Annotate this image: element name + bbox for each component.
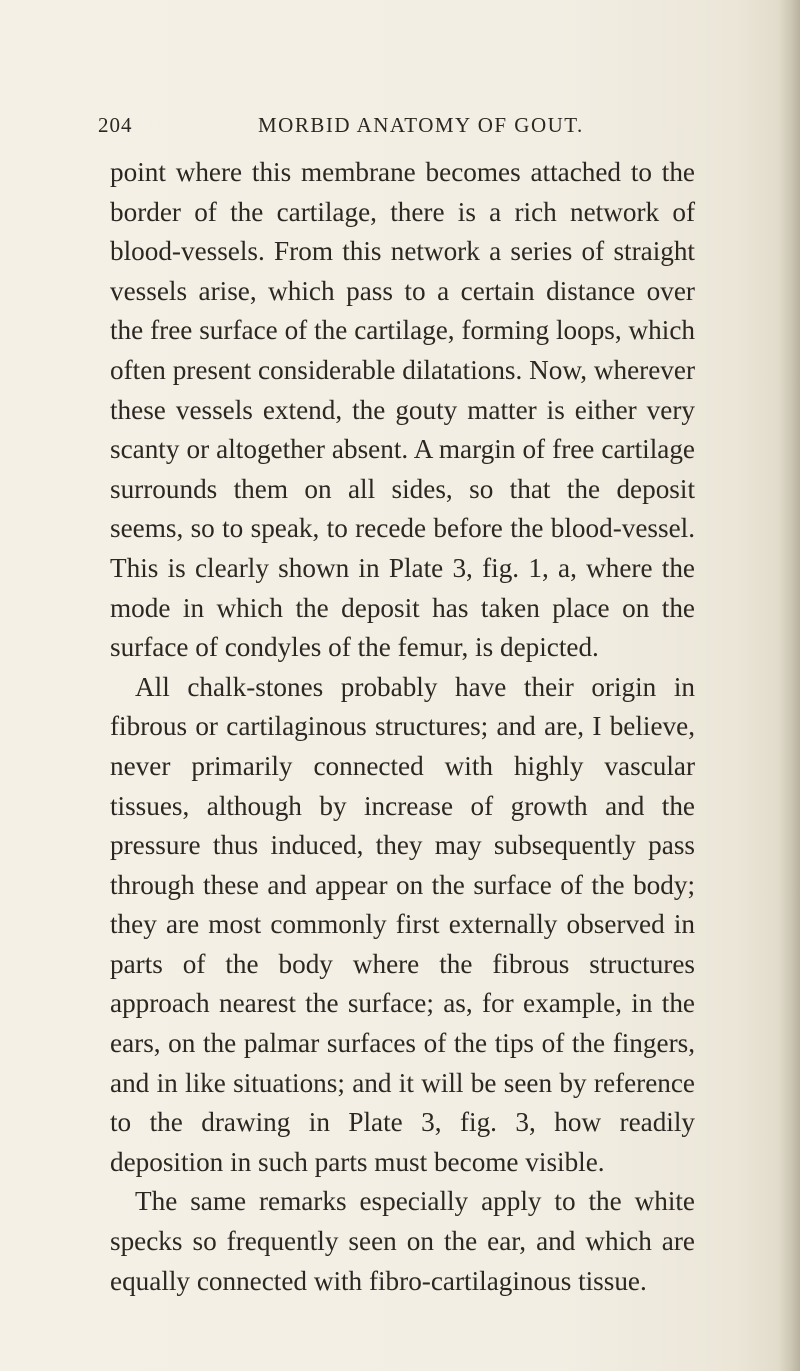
paragraph-3: The same remarks especially apply to the white specks so frequently seen on the ear, and which are equally connected with fibro-cartilaginous tissue. (110, 1186, 695, 1296)
page-header (98, 113, 676, 145)
page-edge-shadow (778, 0, 800, 1371)
page-number: 204 (98, 113, 133, 137)
paragraph-2: All chalk-stones probably have their origin in fibrous or cartilaginous structures; and are, I believe, never primarily connected with highly vascular tissues, although by increase of growth and the pressure thus induced, they may subsequently pass through these and appear on the surface of the body; they are most commonly first externally observed in parts of the body where the fibrous structures approach nearest the surface; as, for example, in the ears, on the palmar surfaces of the tips of the fingers, and in like situations; and it will be seen by reference to the drawing in Plate 3, fig. 3, how readily deposition in such parts must become visible. (110, 671, 695, 1177)
paragraph-1: point where this membrane becomes attached to the border of the cartilage, there is a rich network of blood-vessels. From this network a series of straight vessels arise, which pass to a certain distance over the free surface of the cartilage, forming loops, which often present considerable dilatations. Now, wherever these vessels extend, the gouty matter is either very scanty or altogether absent. A margin of free cartilage surrounds them on all sides, so that the deposit seems, so to speak, to recede before the blood-vessel. This is clearly shown in Plate 3, fig. 1, a, where the mode in which the deposit has taken place on the surface of condyles of the femur, is depicted. (110, 157, 695, 663)
body-text (110, 153, 695, 1301)
running-head: MORBID ANATOMY OF GOUT. (258, 113, 584, 137)
